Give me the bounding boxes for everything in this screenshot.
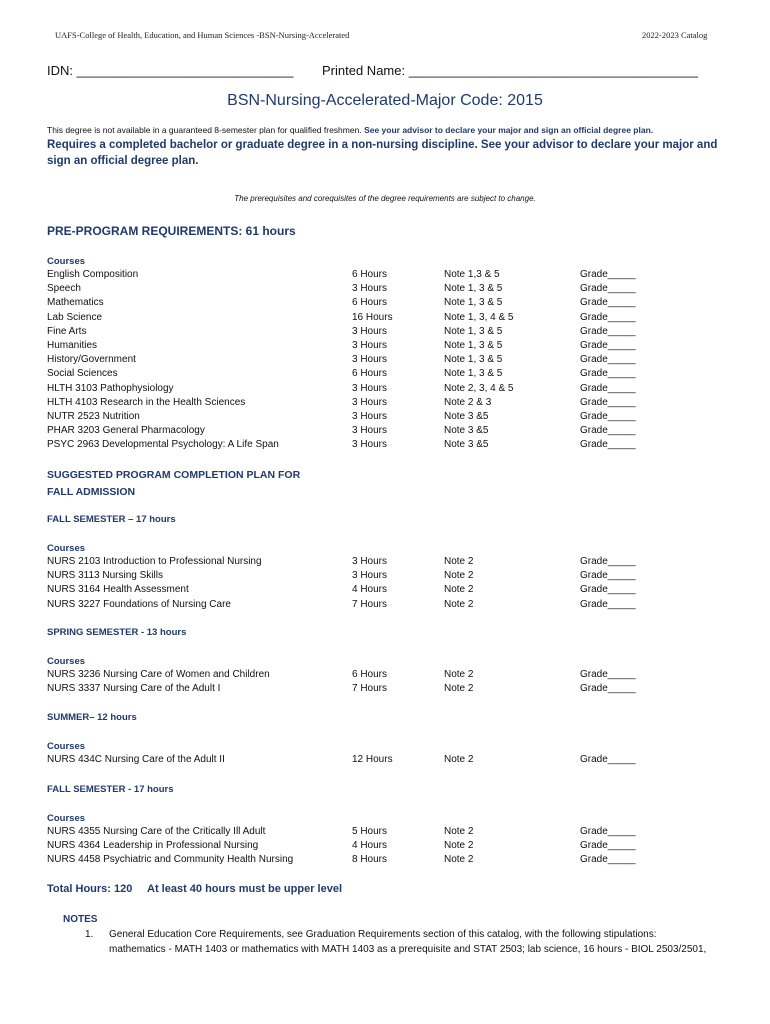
header-college: UAFS-College of Health, Education, and Human Sciences -BSN-Nursing-Accelerated	[55, 30, 350, 40]
course-name: PHAR 3203 General Pharmacology	[47, 425, 205, 437]
course-grade[interactable]: Grade_____	[580, 283, 636, 295]
course-hours: 3 Hours	[352, 325, 388, 337]
course-grade[interactable]: Grade_____	[580, 854, 636, 866]
note-number: 1.	[85, 929, 94, 940]
course-note: Note 2	[444, 683, 474, 695]
table-row	[0, 269, 770, 283]
course-hours: 3 Hours	[352, 439, 388, 451]
course-hours: 6 Hours	[352, 368, 388, 380]
note-line-1: General Education Core Requirements, see Graduation Requirements section of this catalog, with the following stipulations:	[109, 929, 657, 940]
notes-heading: NOTES	[63, 914, 98, 925]
table-row	[0, 383, 770, 397]
course-note: Note 1, 3 & 5	[444, 325, 503, 337]
plan-heading-line1: SUGGESTED PROGRAM COMPLETION PLAN FOR	[47, 469, 301, 481]
table-row	[0, 840, 770, 854]
course-grade[interactable]: Grade_____	[580, 354, 636, 366]
course-grade[interactable]: Grade_____	[580, 297, 636, 309]
course-note: Note 2	[444, 570, 474, 582]
course-hours: 5 Hours	[352, 826, 388, 837]
table-row	[0, 354, 770, 368]
course-grade[interactable]: Grade_____	[580, 840, 636, 852]
table-row	[0, 368, 770, 382]
course-grade[interactable]: Grade_____	[580, 368, 636, 380]
table-row	[0, 439, 770, 453]
course-note: Note 2	[444, 840, 474, 852]
course-hours: 8 Hours	[352, 854, 388, 866]
course-note: Note 1, 3 & 5	[444, 283, 503, 295]
semester-heading: SPRING SEMESTER - 13 hours	[47, 627, 187, 638]
course-grade[interactable]: Grade_____	[580, 669, 636, 680]
course-name: Social Sciences	[47, 368, 118, 380]
course-name: NURS 3337 Nursing Care of the Adult I	[47, 683, 221, 695]
course-hours: 4 Hours	[352, 584, 388, 596]
semester-heading: FALL SEMESTER – 17 hours	[47, 514, 176, 525]
table-row	[0, 326, 770, 340]
course-note: Note 2	[444, 584, 474, 596]
course-name: NURS 3164 Health Assessment	[47, 584, 189, 596]
course-hours: 3 Hours	[352, 283, 388, 295]
course-grade[interactable]: Grade_____	[580, 269, 636, 280]
course-note: Note 3 &5	[444, 411, 489, 422]
course-note: Note 2 & 3	[444, 396, 492, 408]
course-hours: 7 Hours	[352, 683, 388, 695]
course-hours: 16 Hours	[352, 311, 393, 323]
requirement-statement: Requires a completed bachelor or graduate degree in a non-nursing discipline. See your advisor to declare your major and sign an official degree plan.	[47, 139, 718, 167]
course-grade[interactable]: Grade_____	[580, 411, 636, 422]
course-note: Note 1, 3 & 5	[444, 297, 503, 309]
course-name: NURS 3113 Nursing Skills	[47, 570, 163, 582]
table-row	[0, 397, 770, 411]
table-row	[0, 411, 770, 425]
course-grade[interactable]: Grade_____	[580, 754, 636, 765]
course-name: English Composition	[47, 269, 139, 280]
note-line-2: mathematics - MATH 1403 or mathematics with MATH 1403 as a prerequisite and STAT 2503; lab science, 16 hours - BIOL 2503/2501,	[109, 944, 707, 955]
table-row	[0, 599, 770, 613]
table-row	[0, 340, 770, 354]
course-note: Note 3 &5	[444, 425, 489, 437]
course-grade[interactable]: Grade_____	[580, 396, 636, 408]
course-grade[interactable]: Grade_____	[580, 311, 636, 323]
course-name: NURS 2103 Introduction to Professional Nursing	[47, 556, 262, 567]
course-name: NURS 4364 Leadership in Professional Nursing	[47, 840, 259, 852]
course-grade[interactable]: Grade_____	[580, 556, 636, 567]
course-hours: 3 Hours	[352, 570, 388, 582]
table-row	[0, 826, 770, 840]
course-hours: 3 Hours	[352, 340, 388, 351]
course-name: NURS 3236 Nursing Care of Women and Children	[47, 669, 270, 680]
courses-label: Courses	[47, 256, 86, 267]
courses-label: Courses	[47, 543, 86, 554]
semester-heading: SUMMER– 12 hours	[47, 712, 137, 723]
table-row	[0, 669, 770, 683]
total-hours: Total Hours: 120	[47, 883, 133, 895]
table-row	[0, 297, 770, 311]
course-note: Note 2	[444, 754, 474, 765]
course-hours: 6 Hours	[352, 297, 388, 309]
course-note: Note 1, 3 & 5	[444, 340, 503, 351]
course-name: Mathematics	[47, 297, 104, 309]
preprogram-heading: PRE-PROGRAM REQUIREMENTS: 61 hours	[47, 224, 296, 238]
course-hours: 7 Hours	[352, 598, 388, 610]
table-row	[0, 556, 770, 570]
course-grade[interactable]: Grade_____	[580, 683, 636, 695]
course-name: NURS 434C Nursing Care of the Adult II	[47, 754, 225, 765]
course-note: Note 2	[444, 826, 474, 837]
course-note: Note 2, 3, 4 & 5	[444, 382, 514, 394]
course-hours: 3 Hours	[352, 411, 388, 422]
page-title: BSN-Nursing-Accelerated-Major Code: 2015	[227, 92, 543, 109]
course-hours: 4 Hours	[352, 840, 388, 852]
course-name: Fine Arts	[47, 325, 87, 337]
course-name: Speech	[47, 283, 81, 295]
table-row	[0, 854, 770, 868]
table-row	[0, 584, 770, 598]
table-row	[0, 425, 770, 439]
course-grade[interactable]: Grade_____	[580, 598, 636, 610]
course-note: Note 1,3 & 5	[444, 269, 500, 280]
course-grade[interactable]: Grade_____	[580, 826, 636, 837]
plan-heading-line2: FALL ADMISSION	[47, 486, 136, 498]
course-note: Note 3 &5	[444, 439, 489, 451]
course-grade[interactable]: Grade_____	[580, 570, 636, 582]
idn-field[interactable]: IDN: ______________________________	[47, 63, 294, 78]
prereq-note: The prerequisites and corequisites of the degree requirements are subject to change.	[234, 194, 536, 203]
course-note: Note 1, 3 & 5	[444, 368, 503, 380]
course-note: Note 2	[444, 669, 474, 680]
intro-plain: This degree is not available in a guaranteed 8-semester plan for qualified freshmen.	[47, 125, 362, 135]
table-row	[0, 312, 770, 326]
course-note: Note 1, 3 & 5	[444, 354, 503, 366]
table-row	[0, 683, 770, 697]
courses-label: Courses	[47, 813, 86, 824]
plan-heading	[47, 467, 300, 501]
course-hours: 12 Hours	[352, 754, 393, 765]
upper-level-note: At least 40 hours must be upper level	[147, 883, 343, 895]
course-hours: 3 Hours	[352, 396, 388, 408]
course-note: Note 1, 3, 4 & 5	[444, 311, 514, 323]
intro-bold: See your advisor to declare your major and sign an official degree plan.	[364, 125, 654, 135]
course-name: NURS 4458 Psychiatric and Community Health Nursing	[47, 854, 294, 866]
course-grade[interactable]: Grade_____	[580, 439, 636, 451]
course-hours: 6 Hours	[352, 669, 388, 680]
table-row	[0, 283, 770, 297]
course-note: Note 2	[444, 598, 474, 610]
semester-heading: FALL SEMESTER - 17 hours	[47, 784, 174, 795]
course-name: History/Government	[47, 354, 136, 366]
courses-label: Courses	[47, 656, 86, 667]
intro-text	[47, 125, 653, 135]
course-name: NUTR 2523 Nutrition	[47, 411, 140, 422]
course-grade[interactable]: Grade_____	[580, 325, 636, 337]
table-row	[0, 570, 770, 584]
printed-name-field[interactable]: Printed Name: ________________________________________	[322, 63, 698, 78]
table-row	[0, 754, 770, 768]
course-name: Humanities	[47, 340, 98, 351]
header-catalog-year: 2022-2023 Catalog	[642, 30, 708, 40]
course-name: HLTH 4103 Research in the Health Sciences	[47, 396, 246, 408]
course-name: NURS 3227 Foundations of Nursing Care	[47, 598, 231, 610]
course-hours: 3 Hours	[352, 354, 388, 366]
course-name: HLTH 3103 Pathophysiology	[47, 382, 174, 394]
course-name: Lab Science	[47, 311, 103, 323]
course-grade[interactable]: Grade_____	[580, 584, 636, 596]
course-note: Note 2	[444, 556, 474, 567]
course-hours: 3 Hours	[352, 382, 388, 394]
course-hours: 3 Hours	[352, 425, 388, 437]
course-hours: 6 Hours	[352, 269, 388, 280]
course-hours: 3 Hours	[352, 556, 388, 567]
course-grade[interactable]: Grade_____	[580, 382, 636, 394]
courses-label: Courses	[47, 741, 86, 752]
course-note: Note 2	[444, 854, 474, 866]
course-grade[interactable]: Grade_____	[580, 425, 636, 437]
course-name: PSYC 2963 Developmental Psychology: A Life Span	[47, 439, 279, 451]
course-grade[interactable]: Grade_____	[580, 340, 636, 351]
course-name: NURS 4355 Nursing Care of the Critically Ill Adult	[47, 826, 266, 837]
